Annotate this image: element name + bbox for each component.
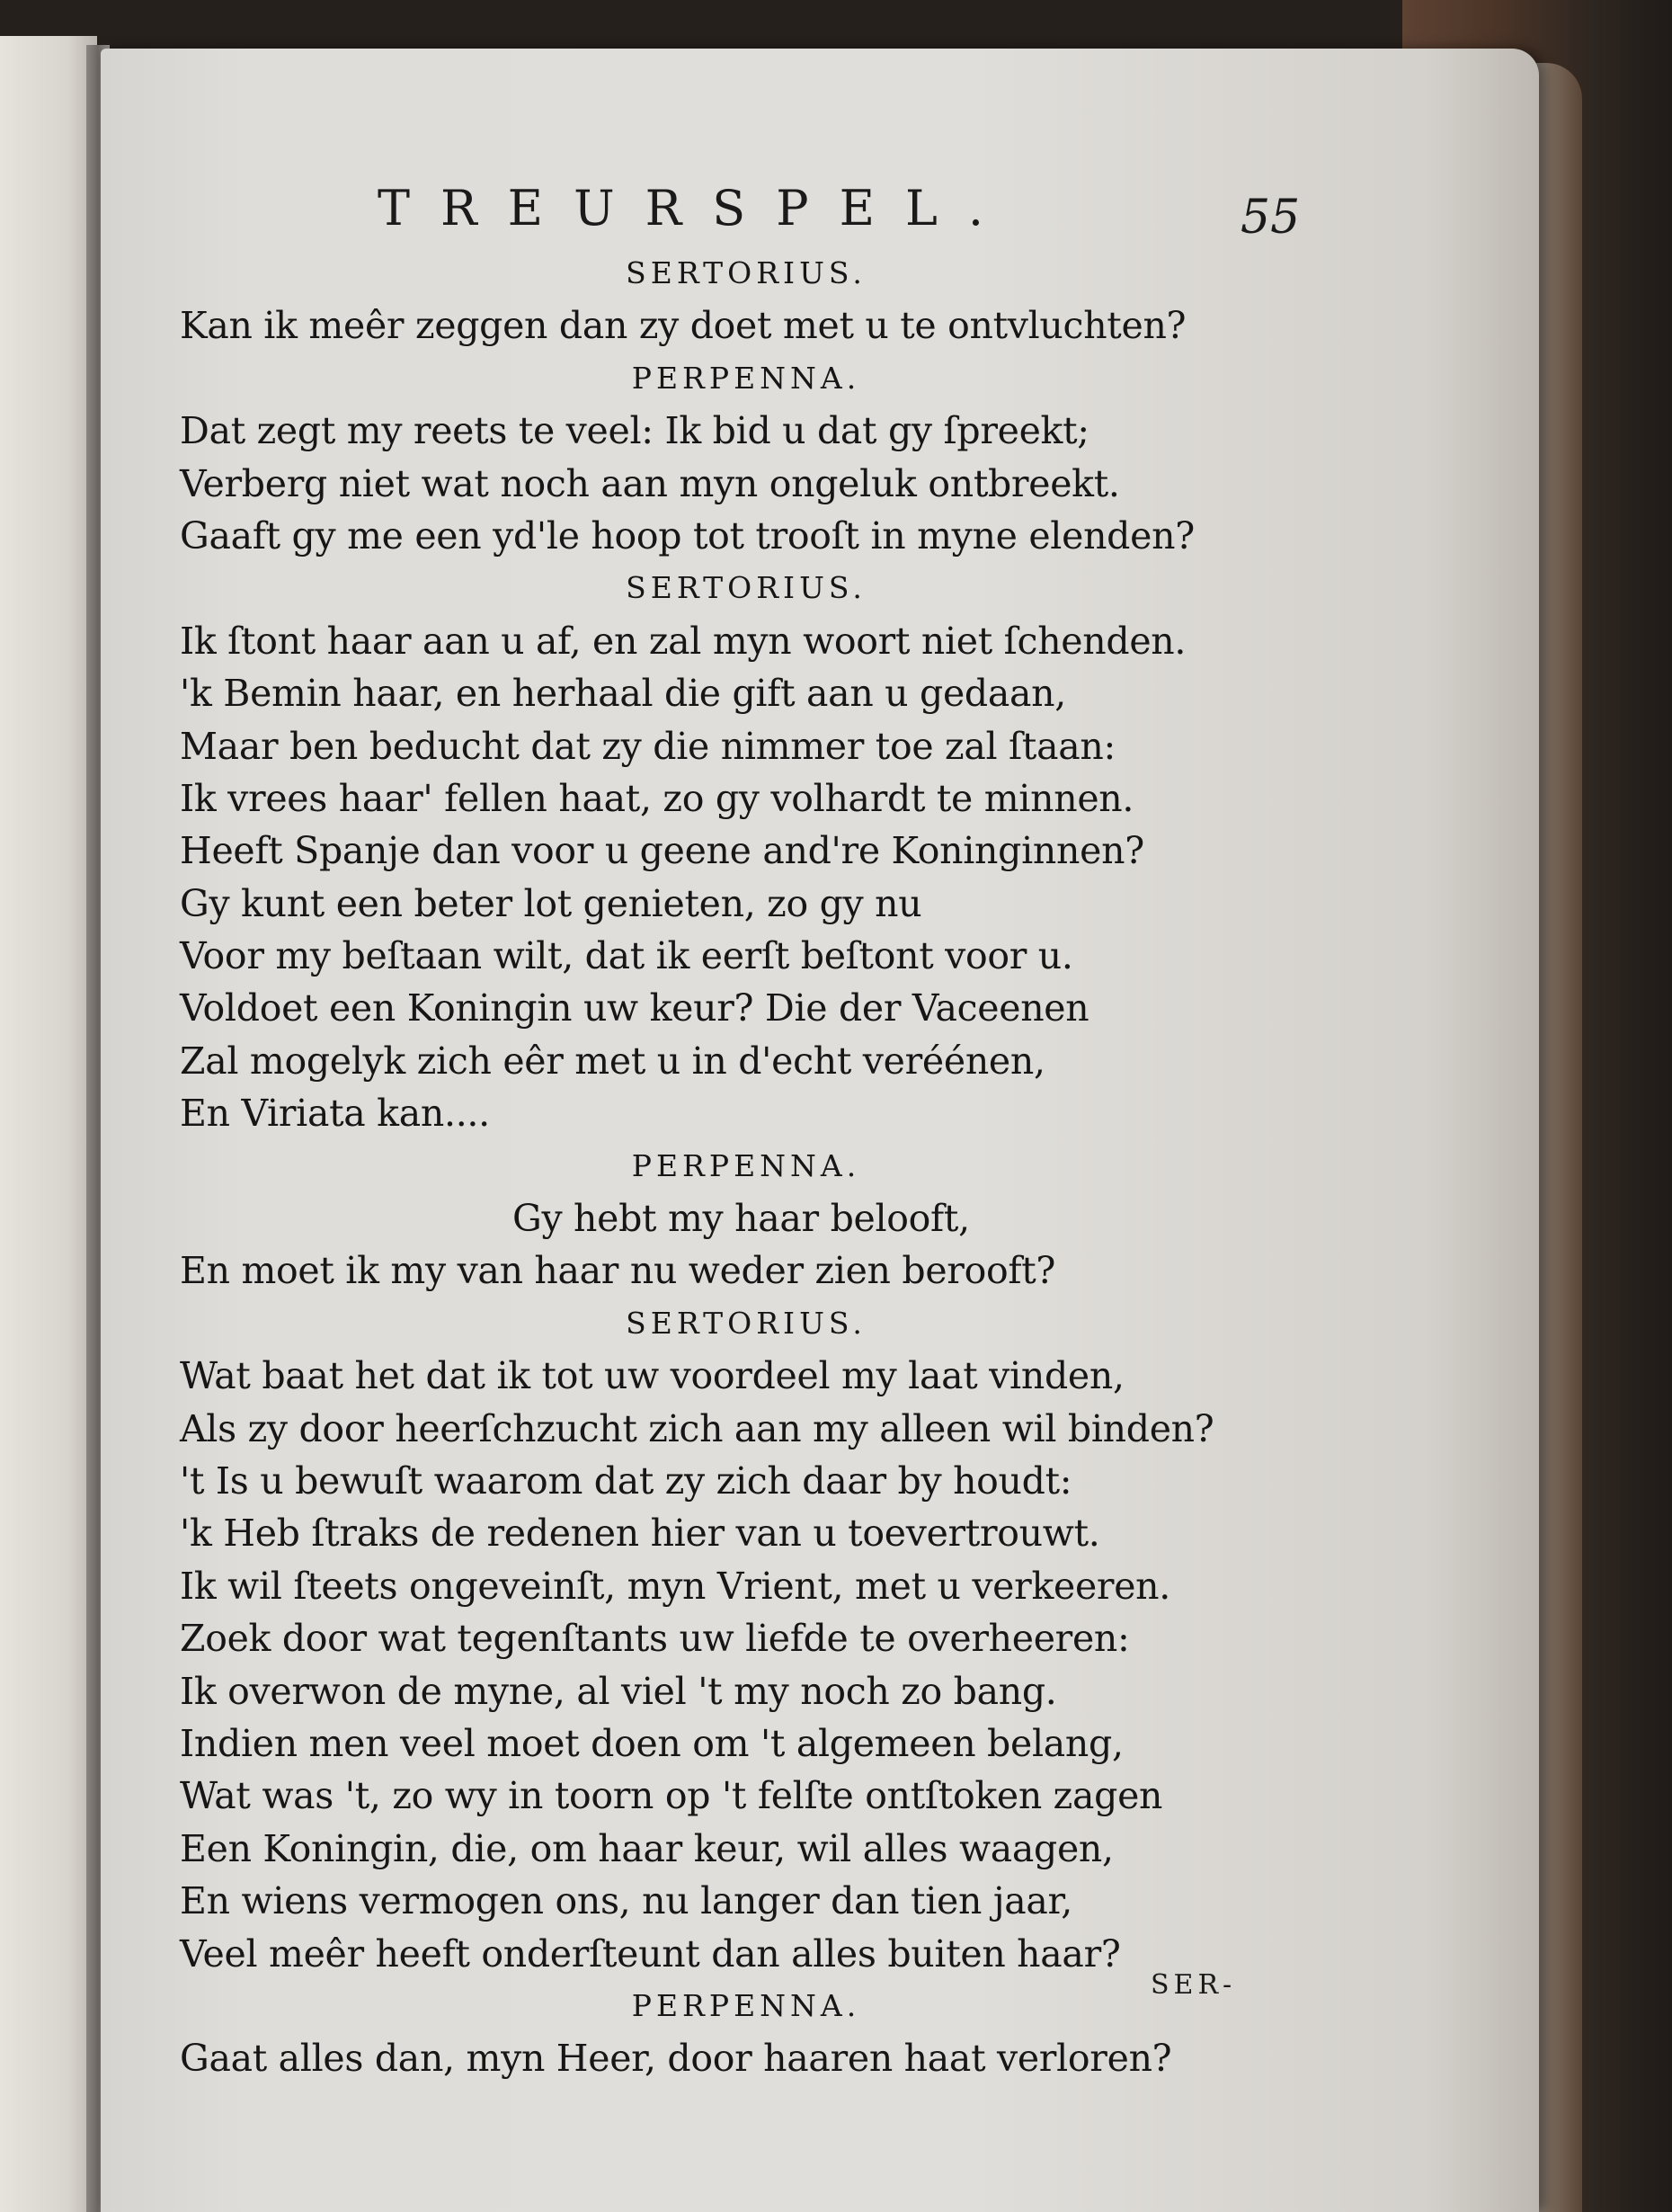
verse-line: En wiens vermogen ons, nu langer dan tien jaar, xyxy=(180,1879,1073,1923)
verse-line: Ik ſtont haar aan u af, en zal myn woort niet ſchenden. xyxy=(180,619,1187,663)
verse-line: Verberg niet wat noch aan myn ongeluk ontbreekt. xyxy=(180,461,1120,505)
verse-line: Zoek door wat tegenſtants uw liefde te overheeren: xyxy=(180,1617,1130,1661)
verse-line: Wat baat het dat ik tot uw voordeel my laat vinden, xyxy=(180,1354,1125,1398)
speaker-name: PERPENNA. xyxy=(631,1987,861,2023)
speaker-name: PERPENNA. xyxy=(631,360,861,396)
text-block xyxy=(180,247,1276,2085)
verse-line: Dat zegt my reets te veel: Ik bid u dat gy ſpreekt; xyxy=(180,409,1089,453)
verse-line: Indien men veel moet doen om 't algemeen belang, xyxy=(180,1721,1124,1765)
verse-line: 'k Heb ſtraks de redenen hier van u toevertrouwt. xyxy=(180,1512,1100,1556)
verse-line: Kan ik meêr zeggen dan zy doet met u te ontvluchten? xyxy=(180,304,1187,348)
verse-line: Gaat alles dan, myn Heer, door haaren haat verloren? xyxy=(180,2037,1172,2081)
verse-line: En Viriata kan.... xyxy=(180,1092,490,1136)
verse-line: Maar ben beducht dat zy die nimmer toe zal ſtaan: xyxy=(180,724,1116,768)
verse-line: Een Koningin, die, om haar keur, wil alles waagen, xyxy=(180,1826,1114,1870)
verse-line: Gy hebt my haar belooft, xyxy=(512,1197,970,1241)
verse-line: Zal mogelyk zich eêr met u in d'echt veréénen, xyxy=(180,1039,1045,1083)
running-head: TREURSPEL. xyxy=(378,180,1015,236)
verse-line: 't Is u bewuſt waarom dat zy zich daar by houdt: xyxy=(180,1458,1072,1503)
verse-line: Als zy door heerſchzucht zich aan my alleen wil binden? xyxy=(180,1406,1214,1450)
page-number: 55 xyxy=(1241,191,1301,245)
verse-line: Voldoet een Koningin uw keur? Die der Vaceenen xyxy=(180,986,1089,1030)
verse-line: Heeft Spanje dan voor u geene and're Koninginnen? xyxy=(180,829,1144,873)
verse-line: Gy kunt een beter lot genieten, zo gy nu xyxy=(180,881,922,925)
verse-line: 'k Bemin haar, en herhaal die gift aan u gedaan, xyxy=(180,672,1066,716)
verse-line: En moet ik my van haar nu weder zien berooft? xyxy=(180,1249,1056,1293)
verse-line: Ik overwon de myne, al viel 't my noch zo bang. xyxy=(180,1669,1057,1713)
speaker-name: PERPENNA. xyxy=(631,1147,861,1183)
facing-page-edge xyxy=(0,36,97,2212)
verse-line: Ik wil ſteets ongeveinſt, myn Vrient, met u verkeeren. xyxy=(180,1564,1171,1608)
verse-line: Gaaft gy me een yd'le hoop tot trooſt in myne elenden? xyxy=(180,513,1195,557)
verse-line: Wat was 't, zo wy in toorn op 't felſte ontſtoken zagen xyxy=(180,1774,1163,1818)
verse-line: Voor my beſtaan wilt, dat ik eerſt beſtont voor u. xyxy=(180,934,1073,978)
catchword: SER- xyxy=(1151,1969,1237,2001)
speaker-name: SERTORIUS. xyxy=(626,255,867,290)
verse-line: Ik vrees haar' fellen haat, zo gy volhardt te minnen. xyxy=(180,776,1134,820)
speaker-name: SERTORIUS. xyxy=(626,1305,867,1341)
speaker-name: SERTORIUS. xyxy=(626,570,867,606)
verse-line: Veel meêr heeft onderſteunt dan alles buiten haar? xyxy=(180,1931,1121,1976)
